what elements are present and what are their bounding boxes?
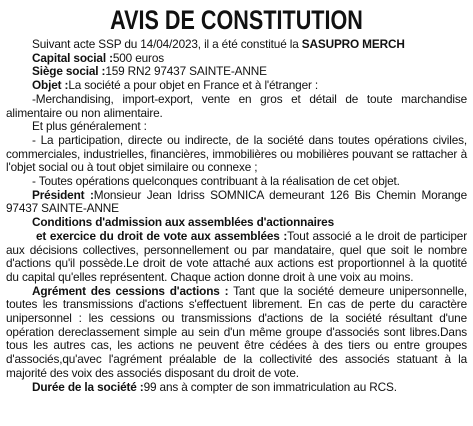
company-name: SASUPRO MERCH [301,37,405,51]
duree-value: 99 ans à compter de son immatriculation au RCS. [143,379,397,394]
president-value: Monsieur Jean Idriss SOMNICA demeurant 126 Bis Chemin Morange 97437 SAINTE-ANNE [6,187,467,216]
objet-item-participation: - La participation, directe ou indirecte, de la société dans toutes opérations civiles, commerciales, industrielles, financières, immobilières ou mobilières pouvant se rattacher à l'objet social ou à tout objet similaire ou connexe ; [6,132,467,175]
objet-text: La société a pour objet en France et à l'étranger : [68,78,319,93]
objet-item-merchandising: -Merchandising, import-export, vente en gros et détail de toute marchandise alimentaire ou non alimentaire. [6,91,467,120]
conditions-paragraph [6,230,467,285]
conditions-heading [6,216,467,230]
capital-line [6,52,467,66]
agrement-paragraph [6,285,467,381]
objet-item-operations: - Toutes opérations quelconques contribuant à la réalisation de cet objet. [32,174,400,189]
agrement-text: Tant que la société demeure unipersonnelle, toutes les transmissions d'actions s'effectuent librement. En cas de perte du caractère unipersonnel : les cessions ou transmissions d'actions de la société résultant d'une opération dereclassement simple au sein d'un même groupe d'associés sont libres.Dans tous les autres cas, les actions ne peuvent être cédées à des tiers ou entre groupes d'associés,qu'avec l'agrément préalable de la collectivité des associés statuant à la majorité des voix des associés disposant du droit de vote. [6,283,467,380]
siege-line [6,65,467,79]
objet-line [6,79,467,93]
president-label: Président : [32,187,94,202]
capital-value: 500 euros [112,50,164,65]
capital-label: Capital social : [32,50,113,65]
siege-label: Siège social : [32,64,106,79]
conditions-heading-line2: et exercice du droit de vote aux assemblées : [36,228,288,243]
agrement-label: Agrément des cessions d'actions : [32,283,229,298]
president-line [6,189,467,216]
intro-paragraph [6,38,467,52]
conditions-text: Tout associé a le droit de participer aux décisions collectives, personnellement ou par mandataire, quel que soit le nombre d'actions qu'il possède.Le droit de vote attaché aux actions est proportionnel à la quotité du capital qu'elles représentent. Chaque action donne droit à une voix au moins. [6,228,467,284]
conditions-heading-line1: Conditions d'admission aux assemblées d'actionnaires [32,215,334,230]
objet-plus-generalement: Et plus généralement : [32,119,147,134]
duree-label: Durée de la société : [32,379,144,394]
duree-line [6,381,467,395]
intro-text: Suivant acte SSP du 14/04/2023, il a été constitué la [32,37,302,51]
objet-label: Objet : [32,78,69,93]
notice-title: AVIS DE CONSTITUTION [110,5,363,35]
siege-value: 159 RN2 97437 SAINTE-ANNE [105,64,267,79]
